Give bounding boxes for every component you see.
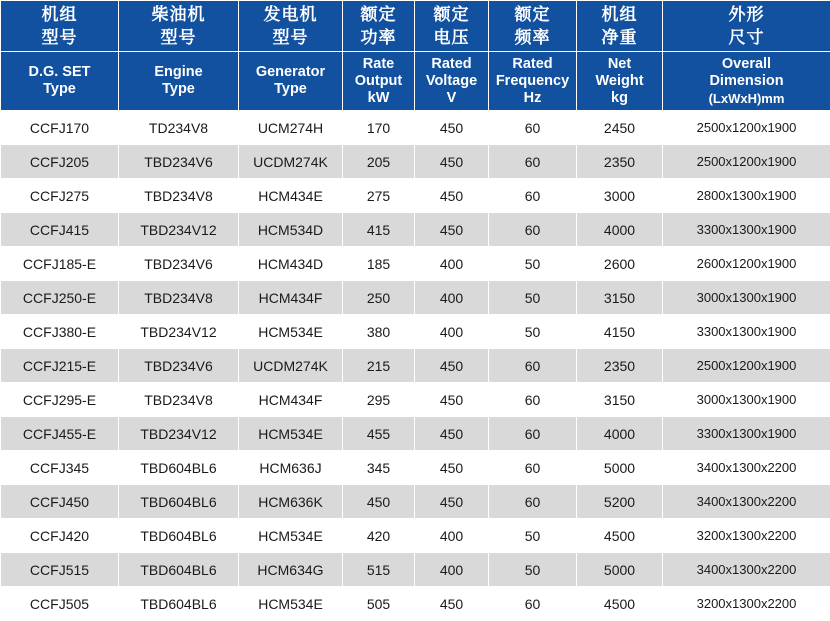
cell-net-weight: 5000 [577,451,663,485]
cell-net-weight: 2350 [577,349,663,383]
table-row [1,587,830,621]
cell-rate-output: 380 [343,315,415,349]
header-en-rate-output-unit: kW [343,90,414,107]
cell-generator-type: HCM434D [239,247,343,281]
cell-net-weight: 3150 [577,383,663,417]
header-cn-rated-voltage [415,1,489,52]
cell-rate-output: 455 [343,417,415,451]
cell-overall-dimension: 2500x1200x1900 [663,111,830,145]
cell-engine-type: TBD234V8 [119,281,239,315]
header-en-rated-frequency-line2: Frequency [489,73,576,90]
cell-overall-dimension: 3400x1300x2200 [663,485,830,519]
cell-generator-type: UCDM274K [239,349,343,383]
cell-engine-type: TBD604BL6 [119,485,239,519]
cell-overall-dimension: 3000x1300x1900 [663,281,830,315]
cell-rate-output: 275 [343,179,415,213]
table-row [1,519,830,553]
cell-rate-output: 345 [343,451,415,485]
cell-generator-type: HCM434F [239,281,343,315]
header-en-rate-output [343,52,415,111]
cell-rate-output: 185 [343,247,415,281]
cell-rated-frequency: 50 [489,519,577,553]
cell-rated-frequency: 60 [489,451,577,485]
table-row [1,281,830,315]
cell-net-weight: 4500 [577,519,663,553]
table-row [1,145,830,179]
header-en-rated-frequency-line1: Rated [489,56,576,73]
cell-net-weight: 2450 [577,111,663,145]
header-cn-rated-voltage-line2: 电压 [415,26,488,49]
cell-set-type: CCFJ415 [1,213,119,247]
cell-generator-type: HCM534D [239,213,343,247]
cell-rated-voltage: 400 [415,247,489,281]
cell-net-weight: 5000 [577,553,663,587]
cell-overall-dimension: 3300x1300x1900 [663,213,830,247]
cell-set-type: CCFJ450 [1,485,119,519]
header-cn-set-type [1,1,119,52]
header-en-generator-type-line1: Generator [239,64,342,81]
header-en-net-weight-line2: Weight [577,73,662,90]
cell-rated-frequency: 50 [489,553,577,587]
cell-net-weight: 3000 [577,179,663,213]
cell-rated-voltage: 450 [415,111,489,145]
header-en-net-weight-unit: kg [577,90,662,107]
cell-generator-type: HCM534E [239,519,343,553]
header-row-english [1,52,830,111]
cell-net-weight: 2350 [577,145,663,179]
header-cn-net-weight-line2: 净重 [577,26,662,49]
cell-rated-voltage: 400 [415,281,489,315]
table-row [1,315,830,349]
header-en-net-weight-line1: Net [577,56,662,73]
cell-generator-type: HCM634G [239,553,343,587]
header-en-set-type [1,52,119,111]
cell-overall-dimension: 2500x1200x1900 [663,145,830,179]
cell-overall-dimension: 3400x1300x2200 [663,451,830,485]
cell-rate-output: 415 [343,213,415,247]
cell-rated-voltage: 450 [415,485,489,519]
header-cn-rated-output-line1: 额定 [343,3,414,26]
header-en-generator-type-line2: Type [239,81,342,98]
header-en-net-weight [577,52,663,111]
cell-rate-output: 450 [343,485,415,519]
cell-rated-frequency: 50 [489,281,577,315]
header-en-overall-dimension-line2: Dimension [663,73,830,90]
header-cn-engine-type [119,1,239,52]
cell-net-weight: 3150 [577,281,663,315]
cell-net-weight: 4500 [577,587,663,621]
cell-generator-type: HCM636K [239,485,343,519]
cell-engine-type: TBD234V12 [119,213,239,247]
cell-rated-voltage: 400 [415,519,489,553]
cell-rate-output: 215 [343,349,415,383]
header-cn-rated-frequency-line2: 频率 [489,26,576,49]
header-row-chinese [1,1,830,52]
header-cn-net-weight-line1: 机组 [577,3,662,26]
cell-rate-output: 515 [343,553,415,587]
header-cn-overall-dimension-line1: 外形 [663,3,830,26]
cell-generator-type: HCM534E [239,417,343,451]
header-cn-generator-type-line1: 发电机 [239,3,342,26]
table-row [1,111,830,145]
table-header [1,1,830,111]
cell-rated-frequency: 60 [489,349,577,383]
cell-set-type: CCFJ515 [1,553,119,587]
header-en-overall-dimension-unit: (LxWxH)mm [663,90,830,107]
header-en-rate-output-line1: Rate [343,56,414,73]
cell-generator-type: HCM534E [239,587,343,621]
cell-engine-type: TBD604BL6 [119,519,239,553]
cell-overall-dimension: 3400x1300x2200 [663,553,830,587]
cell-generator-type: HCM636J [239,451,343,485]
header-en-set-type-line1: D.G. SET [1,64,118,81]
header-cn-rated-voltage-line1: 额定 [415,3,488,26]
cell-rate-output: 250 [343,281,415,315]
cell-generator-type: HCM434E [239,179,343,213]
cell-set-type: CCFJ380-E [1,315,119,349]
cell-net-weight: 4150 [577,315,663,349]
cell-set-type: CCFJ420 [1,519,119,553]
cell-set-type: CCFJ215-E [1,349,119,383]
cell-set-type: CCFJ250-E [1,281,119,315]
cell-overall-dimension: 2800x1300x1900 [663,179,830,213]
cell-engine-type: TBD234V8 [119,179,239,213]
cell-engine-type: TBD234V6 [119,349,239,383]
cell-overall-dimension: 3000x1300x1900 [663,383,830,417]
header-cn-rated-frequency [489,1,577,52]
cell-overall-dimension: 3200x1300x2200 [663,519,830,553]
cell-rated-voltage: 450 [415,145,489,179]
cell-rated-frequency: 60 [489,111,577,145]
cell-rate-output: 420 [343,519,415,553]
header-cn-generator-type [239,1,343,52]
header-cn-rated-frequency-line1: 额定 [489,3,576,26]
cell-rated-frequency: 60 [489,179,577,213]
cell-engine-type: TBD604BL6 [119,587,239,621]
cell-engine-type: TBD234V12 [119,315,239,349]
cell-overall-dimension: 2500x1200x1900 [663,349,830,383]
table-row [1,213,830,247]
cell-overall-dimension: 3200x1300x2200 [663,587,830,621]
cell-rated-frequency: 60 [489,587,577,621]
cell-set-type: CCFJ455-E [1,417,119,451]
cell-generator-type: UCM274H [239,111,343,145]
header-en-engine-type-line1: Engine [119,64,238,81]
header-en-rated-voltage-line2: Voltage [415,73,488,90]
header-en-generator-type [239,52,343,111]
table-row [1,417,830,451]
table-row [1,383,830,417]
cell-rated-frequency: 60 [489,485,577,519]
cell-rated-voltage: 400 [415,315,489,349]
table-row [1,179,830,213]
cell-rated-voltage: 400 [415,553,489,587]
cell-net-weight: 4000 [577,213,663,247]
cell-generator-type: UCDM274K [239,145,343,179]
cell-engine-type: TBD234V12 [119,417,239,451]
header-cn-overall-dimension [663,1,830,52]
cell-rated-voltage: 450 [415,451,489,485]
header-en-engine-type [119,52,239,111]
table-row [1,553,830,587]
cell-rated-voltage: 450 [415,213,489,247]
cell-rated-voltage: 450 [415,383,489,417]
header-cn-overall-dimension-line2: 尺寸 [663,26,830,49]
cell-set-type: CCFJ505 [1,587,119,621]
cell-engine-type: TBD604BL6 [119,451,239,485]
cell-rate-output: 295 [343,383,415,417]
cell-rate-output: 505 [343,587,415,621]
cell-rated-voltage: 450 [415,179,489,213]
table-row [1,451,830,485]
cell-engine-type: TD234V8 [119,111,239,145]
cell-generator-type: HCM434F [239,383,343,417]
header-en-rate-output-line2: Output [343,73,414,90]
header-en-overall-dimension [663,52,830,111]
cell-rated-frequency: 60 [489,417,577,451]
table-body [1,111,830,621]
header-en-overall-dimension-line1: Overall [663,56,830,73]
cell-rated-frequency: 50 [489,247,577,281]
header-en-rated-voltage-unit: V [415,90,488,107]
cell-rated-voltage: 450 [415,417,489,451]
header-cn-generator-type-line2: 型号 [239,26,342,49]
cell-engine-type: TBD234V6 [119,145,239,179]
header-en-rated-frequency-unit: Hz [489,90,576,107]
cell-generator-type: HCM534E [239,315,343,349]
cell-net-weight: 4000 [577,417,663,451]
header-cn-set-type-line1: 机组 [1,3,118,26]
header-en-rated-voltage [415,52,489,111]
header-cn-rated-output-line2: 功率 [343,26,414,49]
cell-engine-type: TBD234V6 [119,247,239,281]
cell-overall-dimension: 3300x1300x1900 [663,315,830,349]
header-cn-net-weight [577,1,663,52]
cell-rated-voltage: 450 [415,587,489,621]
cell-rated-frequency: 60 [489,383,577,417]
cell-engine-type: TBD604BL6 [119,553,239,587]
cell-set-type: CCFJ295-E [1,383,119,417]
cell-rate-output: 205 [343,145,415,179]
cell-set-type: CCFJ345 [1,451,119,485]
header-cn-set-type-line2: 型号 [1,26,118,49]
cell-rated-frequency: 60 [489,213,577,247]
header-en-rated-voltage-line1: Rated [415,56,488,73]
cell-net-weight: 2600 [577,247,663,281]
table-row [1,349,830,383]
table-row [1,247,830,281]
cell-rated-frequency: 50 [489,315,577,349]
header-cn-engine-type-line2: 型号 [119,26,238,49]
cell-rated-voltage: 450 [415,349,489,383]
header-cn-rated-output [343,1,415,52]
cell-set-type: CCFJ205 [1,145,119,179]
cell-rated-frequency: 60 [489,145,577,179]
cell-net-weight: 5200 [577,485,663,519]
header-cn-engine-type-line1: 柴油机 [119,3,238,26]
table-row [1,485,830,519]
cell-overall-dimension: 2600x1200x1900 [663,247,830,281]
header-en-engine-type-line2: Type [119,81,238,98]
header-en-rated-frequency [489,52,577,111]
cell-rate-output: 170 [343,111,415,145]
cell-set-type: CCFJ170 [1,111,119,145]
cell-engine-type: TBD234V8 [119,383,239,417]
cell-overall-dimension: 3300x1300x1900 [663,417,830,451]
header-en-set-type-line2: Type [1,81,118,98]
cell-set-type: CCFJ275 [1,179,119,213]
cell-set-type: CCFJ185-E [1,247,119,281]
